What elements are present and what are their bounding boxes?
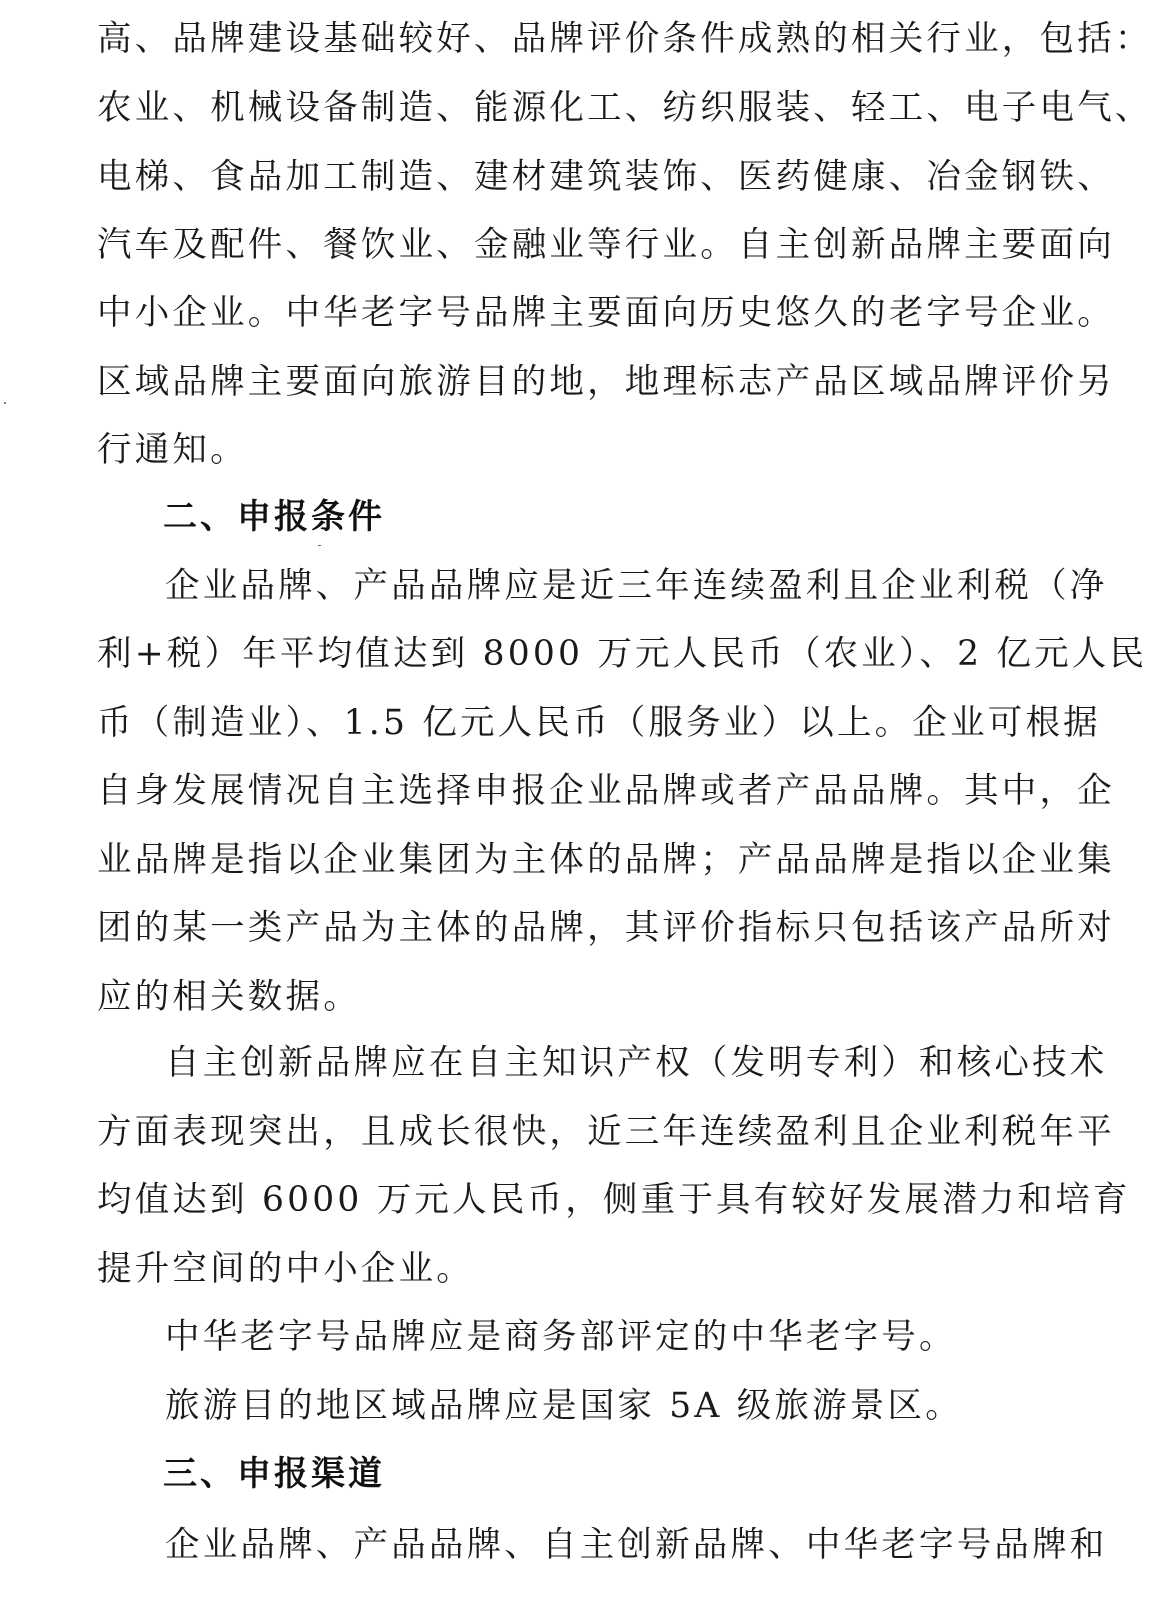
paragraph-line: 提升空间的中小企业。 xyxy=(97,1249,474,1289)
paragraph-line: 高、品牌建设基础较好、品牌评价条件成熟的相关行业，包括： xyxy=(97,19,1153,59)
paragraph-line: 方面表现突出，且成长很快，近三年连续盈利且企业利税年平 xyxy=(97,1112,1115,1152)
paragraph-line: 电梯、食品加工制造、建材建筑装饰、医药健康、冶金钢铁、 xyxy=(97,157,1115,197)
paragraph-line: 中小企业。中华老字号品牌主要面向历史悠久的老字号企业。 xyxy=(97,293,1115,333)
paragraph-line: 应的相关数据。 xyxy=(97,977,361,1017)
paragraph-line: 行通知。 xyxy=(97,430,248,470)
paragraph-line: 利+税）年平均值达到 8000 万元人民币（农业）、2 亿元人民 xyxy=(97,634,1148,674)
paragraph-line: 区域品牌主要面向旅游目的地，地理标志产品区域品牌评价另 xyxy=(97,362,1115,402)
scan-speck xyxy=(318,545,321,546)
paragraph-line: 中华老字号品牌应是商务部评定的中华老字号。 xyxy=(165,1317,957,1357)
paragraph-line: 业品牌是指以企业集团为主体的品牌；产品品牌是指以企业集 xyxy=(97,840,1115,880)
section-heading: 三、申报渠道 xyxy=(163,1454,385,1494)
paragraph-line: 旅游目的地区域品牌应是国家 5A 级旅游景区。 xyxy=(165,1386,963,1426)
paragraph-line: 农业、机械设备制造、能源化工、纺织服装、轻工、电子电气、 xyxy=(97,88,1153,128)
paragraph-line: 币（制造业）、1.5 亿元人民币（服务业）以上。企业可根据 xyxy=(97,703,1101,743)
paragraph-line: 自身发展情况自主选择申报企业品牌或者产品品牌。其中，企 xyxy=(97,771,1115,811)
paragraph-line: 企业品牌、产品品牌、自主创新品牌、中华老字号品牌和 xyxy=(165,1525,1108,1565)
paragraph-line: 自主创新品牌应在自主知识产权（发明专利）和核心技术 xyxy=(165,1043,1108,1083)
section-heading: 二、申报条件 xyxy=(163,497,385,537)
paragraph-line: 均值达到 6000 万元人民币，侧重于具有较好发展潜力和培育 xyxy=(97,1180,1131,1220)
scan-speck xyxy=(4,402,6,404)
paragraph-line: 汽车及配件、餐饮业、金融业等行业。自主创新品牌主要面向 xyxy=(97,225,1115,265)
paragraph-line: 团的某一类产品为主体的品牌，其评价指标只包括该产品所对 xyxy=(97,908,1115,948)
paragraph-line: 企业品牌、产品品牌应是近三年连续盈利且企业利税（净 xyxy=(165,566,1108,606)
